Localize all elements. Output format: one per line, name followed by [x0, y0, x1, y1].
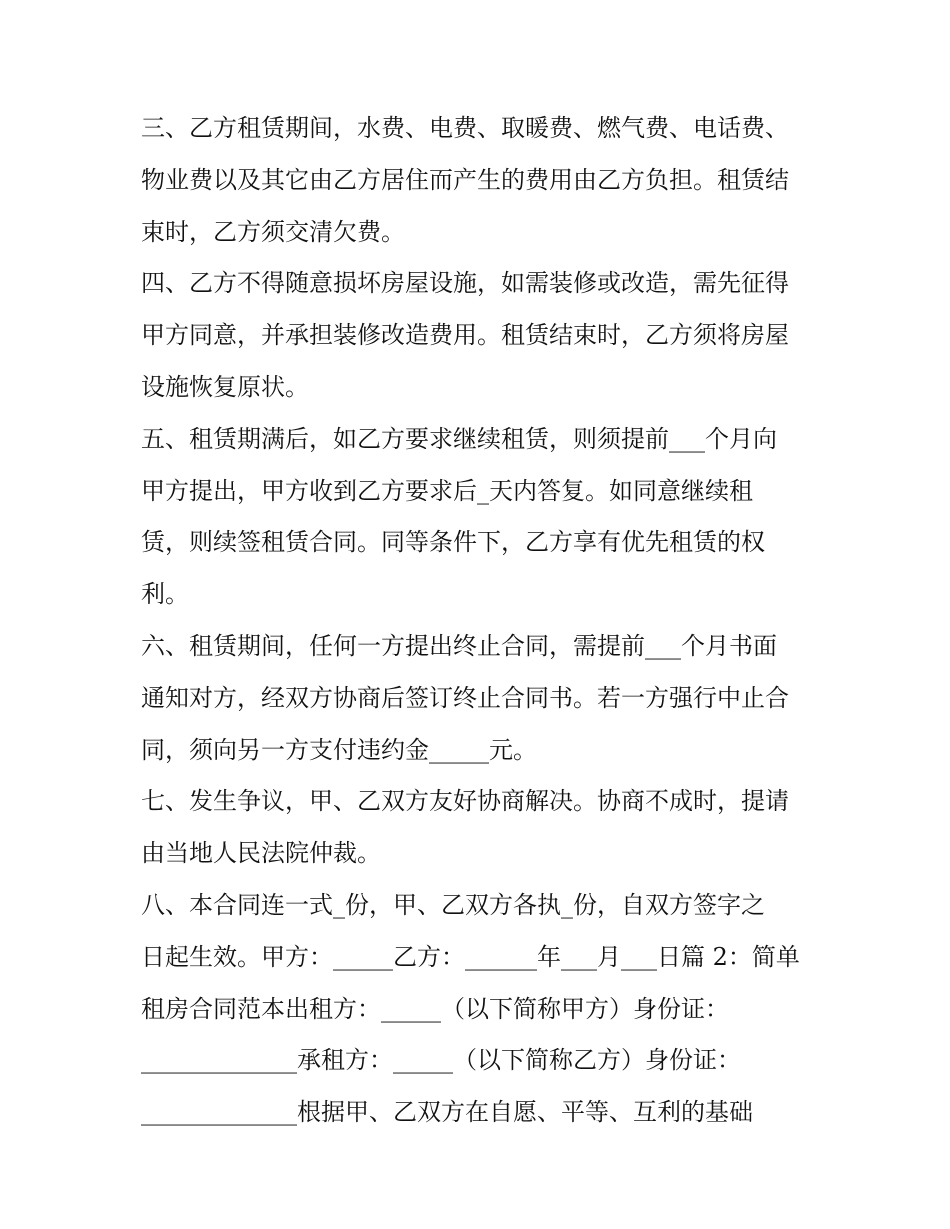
text-line: 通知对方，经双方协商后签订终止合同书。若一方强行中止合 [141, 683, 789, 712]
text-line: 三、乙方租赁期间，水费、电费、取暖费、燃气费、电话费、 [141, 114, 789, 142]
text-line: 物业费以及其它由乙方居住而产生的费用由乙方负担。租赁结 [141, 165, 789, 194]
text-line: 束时，乙方须交清欠费。 [141, 217, 405, 246]
text-line: 甲方同意，并承担装修改造费用。租赁结束时，乙方须将房屋 [141, 321, 789, 350]
text-line: 租房合同范本出租方：_____（以下简称甲方）身份证： [141, 994, 729, 1023]
text-line: 设施恢复原状。 [141, 372, 309, 401]
text-line: 五、租赁期满后，如乙方要求继续租赁，则须提前___个月向 [141, 424, 777, 453]
text-line: 四、乙方不得随意损坏房屋设施，如需装修或改造，需先征得 [141, 269, 789, 298]
text-line: 利。 [141, 580, 189, 609]
text-line: _____________根据甲、乙双方在自愿、平等、互利的基础 [141, 1098, 753, 1127]
text-line: 甲方提出，甲方收到乙方要求后_天内答复。如同意继续租 [141, 476, 753, 505]
text-line: _____________承租方：_____（以下简称乙方）身份证： [141, 1046, 741, 1075]
contract-text-body [141, 103, 821, 1139]
text-line: 六、租赁期间，任何一方提出终止合同，需提前___个月书面 [141, 631, 777, 660]
text-line: 赁，则续签租赁合同。同等条件下，乙方享有优先租赁的权 [141, 528, 765, 557]
text-line: 七、发生争议，甲、乙双方友好协商解决。协商不成时，提请 [141, 787, 789, 816]
text-line: 日起生效。甲方：_____乙方：______年___月___日篇 2：简单 [141, 942, 800, 971]
text-line: 由当地人民法院仲裁。 [141, 839, 381, 868]
text-line: 同，须向另一方支付违约金_____元。 [141, 735, 537, 764]
text-line: 八、本合同连一式_份，甲、乙双方各执_份，自双方签字之 [141, 890, 765, 919]
